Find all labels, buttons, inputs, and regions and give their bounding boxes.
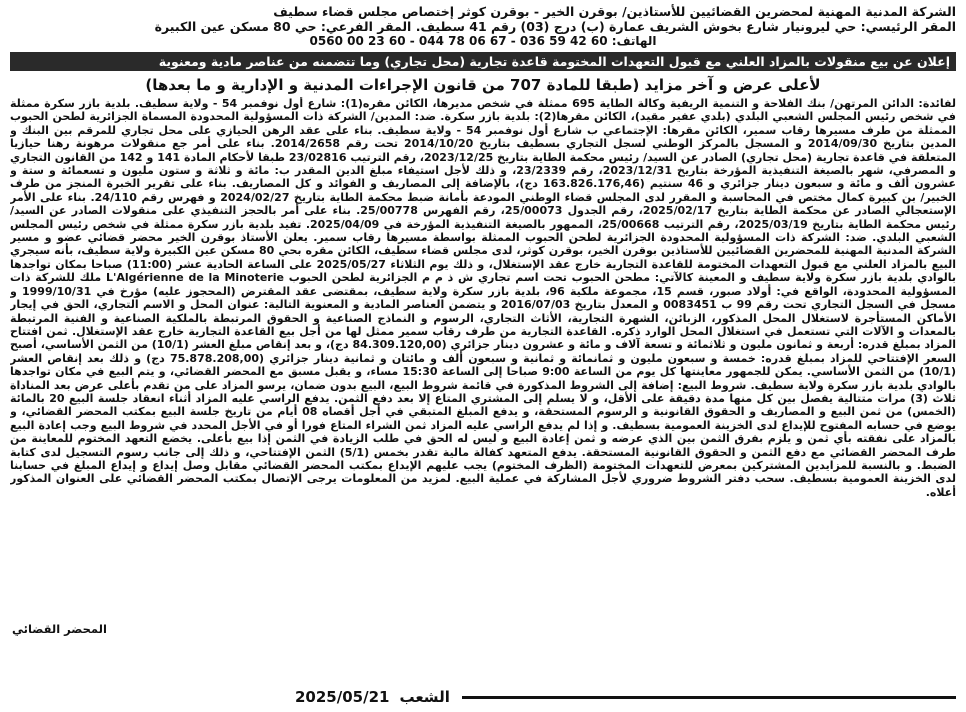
office-address: المقر الرئيسي: حي ليرونيار شارع بخوش الشريف عمارة (ب) درج (03) رقم 41 سطيف. المقر الفرعي: حي 80 مسكن عين الكبيرة bbox=[154, 19, 956, 34]
office-name: الشركة المدنية المهنية لمحضرين القضائيين للأستاذين/ بوقرن الخير - بوقرن كوثر إختصاص مجلس قضاء سطيف bbox=[273, 4, 956, 19]
phone-label: الهاتف: bbox=[611, 34, 657, 48]
notice-paragraph: لفائدة: الدائن المرتهن/ بنك الفلاحة و التنمية الريفية وكالة الطاية 695 ممثلة في شخص مديرها، الكائن مقره(1): شارع أول نوفمبر 54 - ولاية سطيف. بلدية بازر سكرة ممثلة في شخص رئيس المجلس الشعبي البلدي (بلدي عفير مقيد)، الكائن مقرها(2): بلدية بازر سكرة. ضد: المدين/ الشركة ذات المسؤولية المحدودة المسماة الجزائرية لطحن الحبوب الممثلة من طرف مسيرها رقاب سمير، الكائن مقرها: الإجتماعي ب شارع أول نوفمبر 54 - ولاية سطيف. بناء على عقد الرهن الحيازي على محل تجاري للمرقم بين البنك و المدين بتاريخ 2014/09/30 و المسجل بالمركز الوطني لسجل التجاري بسطيف بتاريخ 2014/10/20 تحت رقم 2014/2658. بناء على أمر جع منقولات مرهونة رهنا حيازيا المتعلقة في قاعدة تجارية (محل تجاري) الصادر عن السيد/ رئيس محكمة الطاية بتاريخ 2023/12/25، رقم الترتيب 23/02816 طبقا لأحكام المادة 141 و 142 من القانون التجاري و المصرفي، شهر بالصيغة التنفيذية المؤرخة بتاريخ 2023/12/31، رقم 23/2339، و ذلك لأجل استيفاء مبلغ الدين المقدر ب: مائة و ثلاثة و ستون مليون و تسعمائة و ستة و عشرون ألف و مائة و سبعون دينار جزائري و 46 سنتيم (163.826.176,46 دج)، بالإضافة إلى المصاريف و الفوائد و كل المصاريف. بناء على تقرير الخبرة المنجز من طرف الخبير/ بن كبيرة كمال مختص في المحاسبة و المقرر لدى المجلس قضاء الوطني المودعة بأمانة ضبط محكمة الطاية بتاريخ 2024/02/27 و فهرس رقم 24/110. بناء على الأمر الإستعجالي الصادر عن محكمة الطاية بتاريخ 2025/02/17، رقم الجدول 25/00073، رقم الفهرس 25/00778. بناء على أمر بالحجز التنفيذي على منقولات الصادر عن السيد/ رئيس محكمة الطاية بتاريخ 2025/03/19، رقم الترتيب 25/00668، الممهور بالصيغة التنفيذية المؤرخة في 2025/04/09. تفيد بلدية بازر سكرة ممثلة في شخص رئيس المجلس الشعبي البلدي. ضد: الشركة ذات المسؤولية المحدودة الجزائرية لطحن الحبوب الممثلة بواسطة مسيرها رقاب سمير. يعلن الأستاذ بوقرن الخير محضر قضائي عضو و مسير الشركة المدنية المهنية للمحضرين القضائيين للأستاذين بوقرن الخير، بوقرن كوثر، لدى مجلس قضاء سطيف، الكائن مقره بحي 80 مسكن عين الكبيرة ولاية سطيف، بأنه سيجري البيع بالمزاد العلني مع قبول التعهدات المختومة للقاعدة التجارية خارج عقد الإستغلال، و ذلك يوم الثلاثاء 2025/05/27 على الساعة الحادية عشر (11:00) صباحا بمكان تواجدها بالوادي بلدية بازر سكرة ولاية سطيف و المعينة كالآتي: مطحن الحبوب تحت اسم تجاري ش ذ م م الجزائرية لطحن الحبوب L'Algérienne de la Minoterie ملك للشركة ذات المسؤولية المحدودة، الواقع في: أولاد صبور، قسم 15، مجموعة ملكية 96، بلدية بازر سكرة ولاية سطيف، بمقتضى عقد المقترض (المحجوز عليه) مؤرخ في 1999/10/31 و مسجل في السجل التجاري تحت رقم 99 ب 0083451 و المعدل بتاريخ 2016/07/03 و يتضمن العناصر المادية و المعنوية التالية: عنوان المحل و الاسم التجاري، الحق في إيجار الأماكن المستأجرة لاستغلال المحل المذكور، الزبائن، الشهرة التجارية، الأثاث التجاري، الرسوم و النماذج الصناعية و الحقوق المرتبطة بالملكية الصناعية و الفنية المرتبطة بالمعدات و الآلات التي تستعمل في استغلال المحل الوارد ذكره. القاعدة التجارية من طرف رقاب سمير ممثل لها من أجل بيع القاعدة التجارية خارج عقد الإستغلال. ثمن افتتاح المزاد بمبلغ قدره: أربعة و ثمانون مليون و ثلاثمائة و تسعة آلاف و مائة و عشرون دينار جزائري (84.309.120,00 دج)، و بعد إنقاص مبلغ العشر (10/1) من الثمن الأساسي، أصبح السعر الإفتتاحي للمزاد بمبلغ قدره: خمسة و سبعون مليون و ثمانمائة و ثمانية و سبعون ألف و مائتان و ثمانية دينار جزائري (75.878.208,00 دج) و ذلك بعد إنقاص العشر (10/1) من الثمن الأساسي. يمكن للجمهور معاينتها كل يوم من الساعة 9:00 صباحا إلى الساعة 15:30 مساء، و يقبل مسبق مع المحضر القضائي، و يتم البيع في مكان تواجدها بالوادي بلدية بازر سكرة ولاية سطيف. شروط البيع: إضافة إلى الشروط المذكورة في قائمة شروط البيع، البيع بدون ضمان، يرسو المزاد على من تقدم بأعلى عرض بعد المناداة ثلاث (3) مرات متتالية يفصل بين كل منها مدة دقيقة على الأقل، و لا يسلم إلى المشتري المتاع إلا بعد دفع الثمن. يدفع الراسي عليه المزاد أثناء انعقاد جلسة البيع 20 بالمائة (الخمس) من ثمن البيع و المصاريف و الحقوق القانونية و الرسوم المستحقة، و يدفع المبلغ المتبقي في أجل أقصاه 08 أيام من تاريخ جلسة البيع بمكتب المحضر القضائي، و يوضع في حسابه المفتوح للإيداع لدى الخزينة العمومية بسطيف. و إذا لم يدفع الراسي عليه المزاد ثمن الشراء المتاع فورا أو في الأجل المحدد في شروط البيع وجب إعادة البيع بالمزاد على نفقته بأي ثمن و يلزم بفرق الثمن بين الذي عرضه و ثمن إعادة البيع و ليس له الحق في طلب الزيادة في الثمن إذا بيع بأعلى. يخضع التعهد المختوم للمعاينة من طرف المحضر القضائي مع دفع الثمن و الحقوق القانونية المستحقة. يدفع المتعهد كفالة مالية تقدر بخمس (5/1) الثمن الإفتتاحي، و ذلك إلى جانب رسوم التسجيل لدى كتابة الضبط. و بالنسبة للمزايدين المشتركين بمعرض للتعهدات المختومة (الظرف المختوم) يجب عليهم الإيداع بمكتب المحضر القضائي مقابل وصل إيداع و إيداع المبلغ في حسابنا لدى الخزينة العمومية بسطيف. سحب دفتر الشروط ضروري لأجل المشاركة في عملية البيع. لمزيد من المعلومات يرجى الإتصال بمكتب المحضر القضائي على العنوان المذكور أعلاه. bbox=[10, 97, 956, 499]
footer-rule bbox=[462, 696, 956, 699]
announcement-banner: إعلان عن بيع منقولات بالمزاد العلني مع قبول التعهدات المختومة قاعدة تجارية (محل تجاري) وما تتضمنه من عناصر مادية ومعنوية bbox=[10, 52, 956, 71]
phone-numbers: 0560 00 23 60 - 044 78 06 67 - 036 59 42 60 bbox=[309, 34, 608, 48]
office-phones bbox=[10, 34, 956, 49]
notice-body bbox=[10, 97, 956, 597]
publication-date: 2025/05/21 bbox=[295, 688, 390, 706]
bailiff-signature: المحضر القضائي bbox=[12, 622, 107, 636]
notice-title: لأعلى عرض و آخر مزايد (طبقا للمادة 707 من قانون الإجراءات المدنية و الإدارية و ما بعدها) bbox=[145, 76, 821, 94]
newspaper-name: الشعب bbox=[399, 688, 450, 706]
newspaper-footer bbox=[10, 686, 956, 708]
